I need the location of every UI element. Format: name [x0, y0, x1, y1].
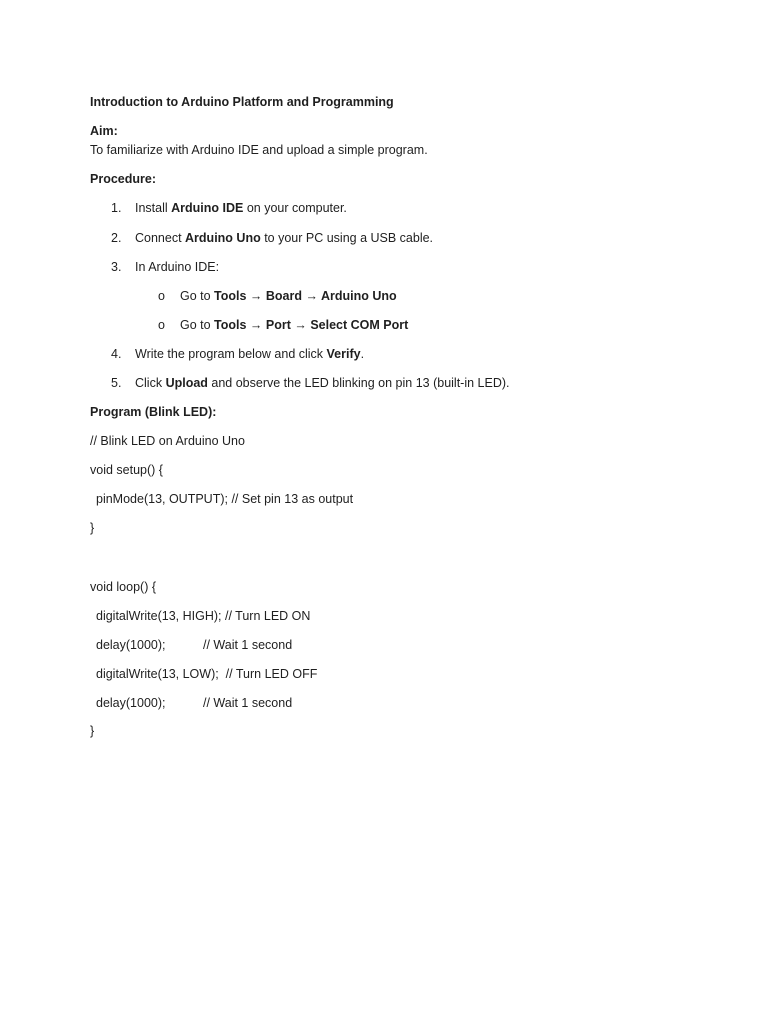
code-line: digitalWrite(13, LOW); // Turn LED OFF	[96, 667, 318, 681]
code-line: // Blink LED on Arduino Uno	[90, 434, 245, 448]
aim-heading: Aim:	[90, 124, 118, 138]
step-text: Click	[135, 376, 166, 390]
substep-text: Go to	[180, 289, 215, 303]
code-comment: // Wait 1 second	[203, 638, 293, 652]
step-number: 1.	[111, 201, 122, 215]
substep-item	[180, 317, 408, 333]
step-text: to your PC using a USB cable.	[260, 231, 434, 245]
sub-bullet: o	[158, 318, 165, 332]
step-item	[135, 200, 347, 216]
step-item	[135, 230, 433, 246]
step-number: 2.	[111, 231, 122, 245]
step-text: on your computer.	[243, 201, 347, 215]
code-line: }	[90, 521, 95, 535]
step-number: 5.	[111, 376, 122, 390]
step-bold-text: Upload	[165, 376, 208, 390]
step-item	[135, 346, 364, 362]
code-line: }	[90, 724, 95, 738]
step-text: Install	[135, 201, 172, 215]
step-number: 3.	[111, 260, 122, 274]
procedure-heading: Procedure:	[90, 172, 156, 186]
sub-bullet: o	[158, 289, 165, 303]
step-text: .	[360, 347, 365, 361]
step-text: Write the program below and click	[135, 347, 327, 361]
substep-text: Go to	[180, 318, 215, 332]
code-comment: // Wait 1 second	[203, 696, 293, 710]
code-line: void setup() {	[90, 463, 163, 477]
step-bold-text: Arduino IDE	[171, 201, 244, 215]
step-text: Connect	[135, 231, 186, 245]
step-bold-text: Verify	[326, 347, 361, 361]
code-line: pinMode(13, OUTPUT); // Set pin 13 as output	[96, 492, 354, 506]
step-number: 4.	[111, 347, 122, 361]
step-item	[135, 259, 219, 275]
program-heading: Program (Blink LED):	[90, 405, 217, 419]
aim-text: To familiarize with Arduino IDE and upload a simple program.	[90, 143, 428, 157]
code-line: delay(1000);	[96, 696, 166, 710]
substep-bold-text: Tools → Port → Select COM Port	[214, 318, 409, 332]
code-line: delay(1000);	[96, 638, 166, 652]
step-bold-text: Arduino Uno	[185, 231, 261, 245]
step-item	[135, 375, 509, 391]
substep-item	[180, 288, 397, 304]
step-text: In Arduino IDE:	[135, 260, 220, 274]
step-text: and observe the LED blinking on pin 13 (built-in LED).	[207, 376, 510, 390]
document-title: Introduction to Arduino Platform and Programming	[90, 95, 394, 109]
code-line: void loop() {	[90, 580, 157, 594]
substep-bold-text: Tools → Board → Arduino Uno	[214, 289, 397, 303]
code-line: digitalWrite(13, HIGH); // Turn LED ON	[96, 609, 311, 623]
